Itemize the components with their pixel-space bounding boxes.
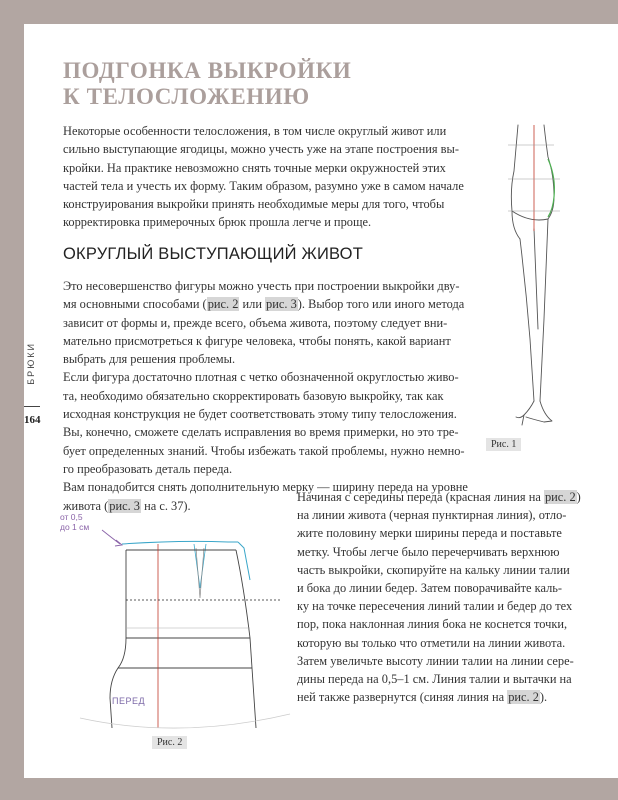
right-line: пор, пока наклонная линия бока не коснется точки, (297, 617, 568, 632)
body-line: го преобразовать деталь переда. (63, 461, 233, 476)
body-line: живота (рис. 3 на с. 37). (63, 498, 191, 513)
body-line: мя основными способами (рис. 2 или рис. 3). Выбор того или иного метода (63, 297, 465, 312)
right-line: ней также развернутся (синяя линия на рис. 2). (297, 690, 548, 705)
body-line: исходная конструкция не будет соответствовать этому типу телосложения. (63, 407, 457, 422)
side-divider (24, 406, 40, 407)
title-line-1: ПОДГОНКА ВЫКРОЙКИ (63, 58, 352, 83)
intro-line: Некоторые особенности телосложения, в том числе округлый живот или (63, 124, 447, 138)
right-line: Начиная с середины переда (красная линия на рис. 2) (297, 490, 581, 504)
intro-line: частей тела и учесть их форму. Таким образом, разумно уже в самом начале (63, 178, 464, 193)
figure-ref[interactable]: рис. 2 (207, 297, 239, 312)
right-column-text (297, 488, 581, 706)
figure-1-caption: Рис. 1 (486, 438, 521, 451)
body-line: Это несовершенство фигуры можно учесть при построении выкройки дву- (63, 279, 460, 293)
figure-ref[interactable]: рис. 2 (544, 490, 576, 504)
intro-paragraph (63, 122, 464, 232)
page-number: 164 (24, 414, 41, 426)
section-side-label: БРЮКИ (26, 342, 36, 385)
figure-2-pattern-drawing (60, 508, 296, 730)
figure-2-annotation: от 0,5 до 1 см (60, 512, 90, 532)
right-line: Затем увеличьте высоту линии талии на линии сере- (297, 653, 574, 668)
figure-2-part-label: ПЕРЕД (112, 696, 146, 706)
intro-line: сильно выступающие ягодицы, можно учесть уже на этапе построения вы- (63, 142, 459, 157)
right-line: и бока до линии бедер. Затем поворачивайте каль- (297, 581, 563, 596)
right-line: ку на точке пересечения линий талии и бедер до тех (297, 599, 573, 614)
body-line: мательно присмотреться к фигуре человека, чтобы понять, какой вариант (63, 333, 451, 348)
figure-ref[interactable]: рис. 2 (508, 690, 539, 705)
right-line: дины переда на 0,5–1 см. Линия талии и вытачки на (297, 672, 572, 687)
figure-ref[interactable]: рис. 3 (109, 498, 140, 513)
body-line: та, необходимо обязательно скорректировать базовую выкройку, так как (63, 388, 444, 403)
intro-line: кройки. На практике невозможно снять точные мерки окружностей этих (63, 160, 446, 175)
figure-ref[interactable]: рис. 3 (266, 297, 297, 312)
body-line: Если фигура достаточно плотная с четко обозначенной округлостью живо- (63, 370, 459, 385)
right-line: часть выкройки, скопируйте на кальку линии талии (297, 562, 570, 577)
body-line: выбрать для решения проблемы. (63, 352, 236, 367)
right-line: которую вы только что отметили на линии живота. (297, 635, 566, 650)
page-title (63, 58, 351, 110)
body-line: зависит от формы и, прежде всего, объема живота, поэтому следует вни- (63, 315, 448, 330)
body-text (63, 277, 468, 515)
page (24, 24, 618, 778)
right-line: метку. Чтобы легче было перечерчивать верхнюю (297, 544, 560, 559)
right-line: на линии живота (черная пунктирная линия), отло- (297, 508, 567, 523)
title-line-2: К ТЕЛОСЛОЖЕНИЮ (63, 84, 310, 109)
body-line: Вам понадобится снять дополнительную мерку — ширину переда на уровне (63, 480, 468, 495)
right-line: жите половину мерки ширины переда и поставьте (297, 526, 562, 541)
intro-line: конструирования выкройки принять необходимые меры для того, чтобы (63, 197, 445, 212)
section-heading: ОКРУГЛЫЙ ВЫСТУПАЮЩИЙ ЖИВОТ (63, 245, 363, 263)
intro-line: корректировка примерочных брюк прошла легче и проще. (63, 215, 372, 230)
figure-2-caption: Рис. 2 (152, 736, 187, 749)
figure-1-leg-illustration (474, 119, 604, 429)
body-line: бует определенных знаний. Чтобы избежать такой проблемы, нужно немно- (63, 443, 465, 458)
body-line: Вы, конечно, сможете сделать исправления во время примерки, но это тре- (63, 425, 459, 440)
